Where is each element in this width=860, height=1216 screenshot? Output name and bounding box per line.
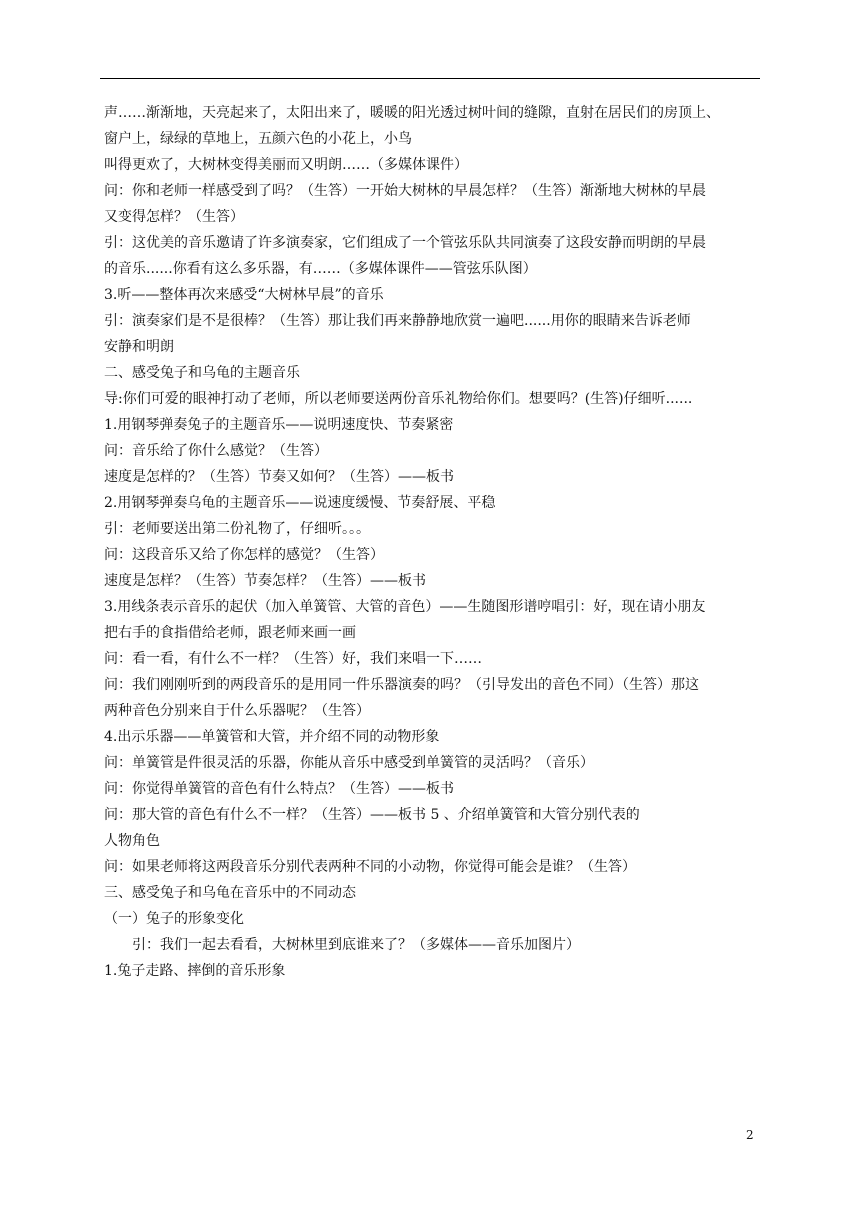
text-line: 速度是怎样的？（生答）节奏又如何？（生答）——板书 bbox=[104, 469, 454, 485]
text-line: 4.出示乐器——单簧管和大管，并介绍不同的动物形象 bbox=[104, 729, 440, 745]
text-line: 问：你和老师一样感受到了吗？（生答）一开始大树林的早晨怎样？（生答）渐渐地大树林的早晨 bbox=[104, 183, 706, 199]
text-line: 问：看一看，有什么不一样？（生答）好，我们来唱一下…… bbox=[104, 651, 482, 667]
header-rule bbox=[100, 78, 760, 79]
text-line: 问：我们刚刚听到的两段音乐的是用同一件乐器演奏的吗？（引导发出的音色不同）（生答）那这 bbox=[104, 677, 699, 693]
text-line: 窗户上，绿绿的草地上，五颜六色的小花上，小鸟 bbox=[104, 131, 412, 147]
body-text bbox=[104, 100, 760, 984]
text-line: 问：单簧管是件很灵活的乐器，你能从音乐中感受到单簧管的灵活吗？（音乐） bbox=[104, 755, 594, 771]
text-line: 导:你们可爱的眼神打动了老师，所以老师要送两份音乐礼物给你们。想要吗？(生答)仔细听...... bbox=[104, 391, 693, 407]
text-line: 引：这优美的音乐邀请了许多演奏家，它们组成了一个管弦乐队共同演奏了这段安静而明朗的早晨 bbox=[104, 235, 706, 251]
text-line: 又变得怎样？（生答） bbox=[104, 209, 244, 225]
text-line: 两种音色分别来自于什么乐器呢？（生答） bbox=[104, 703, 370, 719]
text-line: 3.用线条表示音乐的起伏（加入单簧管、大管的音色）——生随图形谱哼唱引：好，现在请小朋友 bbox=[104, 599, 706, 615]
text-line: 问：那大管的音色有什么不一样？（生答）——板书 5 、介绍单簧管和大管分别代表的 bbox=[104, 807, 640, 823]
section-heading: 三、感受兔子和乌龟在音乐中的不同动态 bbox=[104, 885, 356, 901]
text-line: 引：老师要送出第二份礼物了，仔细听。。。 bbox=[104, 521, 370, 537]
text-line: 1.兔子走路、摔倒的音乐形象 bbox=[104, 963, 286, 979]
subsection-heading: （一）兔子的形象变化 bbox=[104, 911, 244, 927]
text-line: 问：这段音乐又给了你怎样的感觉？（生答） bbox=[104, 547, 384, 563]
text-line: 问：你觉得单簧管的音色有什么特点？（生答）——板书 bbox=[104, 781, 454, 797]
text-line: 的音乐......你看有这么多乐器，有……（多媒体课件——管弦乐队图） bbox=[104, 261, 537, 277]
text-line: 声……渐渐地，天亮起来了，太阳出来了，暖暖的阳光透过树叶间的缝隙，直射在居民们的房顶上、 bbox=[104, 105, 720, 121]
text-line: 引：我们一起去看看，大树林里到底谁来了？（多媒体——音乐加图片） bbox=[132, 937, 580, 953]
text-line: 引：演奏家们是不是很棒？（生答）那让我们再来静静地欣赏一遍吧......用你的眼睛来告诉老师 bbox=[104, 313, 691, 329]
text-line: 问：如果老师将这两段音乐分别代表两种不同的小动物，你觉得可能会是谁？（生答） bbox=[104, 859, 636, 875]
section-heading: 二、感受兔子和乌龟的主题音乐 bbox=[104, 365, 300, 381]
text-line: 把右手的食指借给老师，跟老师来画一画 bbox=[104, 625, 356, 641]
text-line: 3.听——整体再次来感受“大树林早晨”的音乐 bbox=[104, 287, 384, 303]
text-line: 2.用钢琴弹奏乌龟的主题音乐——说速度缓慢、节奏舒展、平稳 bbox=[104, 495, 496, 511]
text-line: 速度是怎样？（生答）节奏怎样？（生答）——板书 bbox=[104, 573, 426, 589]
text-line: 问：音乐给了你什么感觉？（生答） bbox=[104, 443, 328, 459]
text-line: 叫得更欢了，大树林变得美丽而又明朗……（多媒体课件） bbox=[104, 157, 468, 173]
text-line: 1.用钢琴弹奏兔子的主题音乐——说明速度快、节奏紧密 bbox=[104, 417, 454, 433]
text-line: 安静和明朗 bbox=[104, 339, 174, 355]
text-line: 人物角色 bbox=[104, 833, 160, 849]
page-number: 2 bbox=[746, 1128, 754, 1142]
